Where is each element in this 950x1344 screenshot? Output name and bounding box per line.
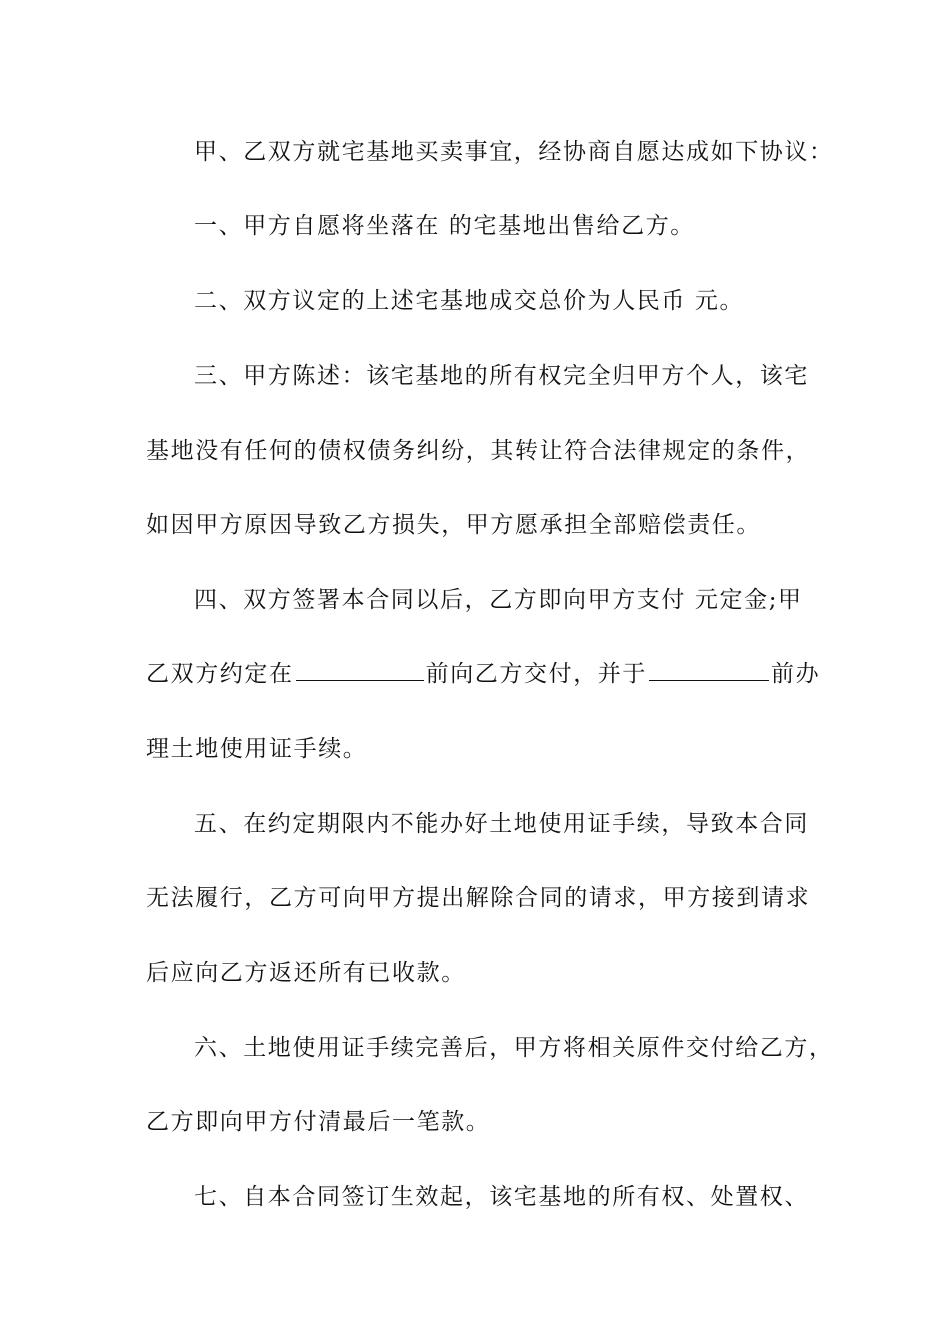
clause-5-line-3: 后应向乙方返还所有已收款。	[146, 960, 466, 986]
clause-4-line-2	[146, 659, 820, 689]
clause-3-line-3: 如因甲方原因导致乙方损失，甲方愿承担全部赔偿责任。	[146, 512, 761, 538]
paragraph-intro: 甲、乙双方就宅基地买卖事宜，经协商自愿达成如下协议：	[194, 139, 834, 165]
clause-4-text-a: 乙双方约定在	[146, 661, 294, 687]
clause-7-line-1: 七、自本合同签订生效起，该宅基地的所有权、处置权、	[194, 1184, 809, 1210]
clause-4-line-3: 理土地使用证手续。	[146, 736, 368, 762]
clause-4-line-1: 四、双方签署本合同以后，乙方即向甲方支付 元定金;甲	[194, 587, 803, 613]
clause-4-text-b: 前向乙方交付，并于	[425, 661, 648, 687]
clause-1: 一、甲方自愿将坐落在 的宅基地出售给乙方。	[194, 213, 695, 239]
clause-6-line-2: 乙方即向甲方付清最后一笔款。	[146, 1109, 491, 1135]
clause-6-line-1: 六、土地使用证手续完善后，甲方将相关原件交付给乙方，	[194, 1035, 834, 1061]
date-blank-certificate	[649, 660, 769, 681]
clause-4-text-c: 前办	[771, 661, 821, 687]
clause-5-line-1: 五、在约定期限内不能办好土地使用证手续，导致本合同	[194, 811, 809, 837]
clause-5-line-2: 无法履行，乙方可向甲方提出解除合同的请求，甲方接到请求	[146, 885, 811, 911]
clause-3-line-1: 三、甲方陈述：该宅基地的所有权完全归甲方个人，该宅	[194, 363, 809, 389]
clause-3-line-2: 基地没有任何的债权债务纠纷，其转让符合法律规定的条件，	[146, 438, 811, 464]
clause-2: 二、双方议定的上述宅基地成交总价为人民币 元。	[194, 288, 745, 314]
date-blank-delivery	[296, 660, 424, 681]
